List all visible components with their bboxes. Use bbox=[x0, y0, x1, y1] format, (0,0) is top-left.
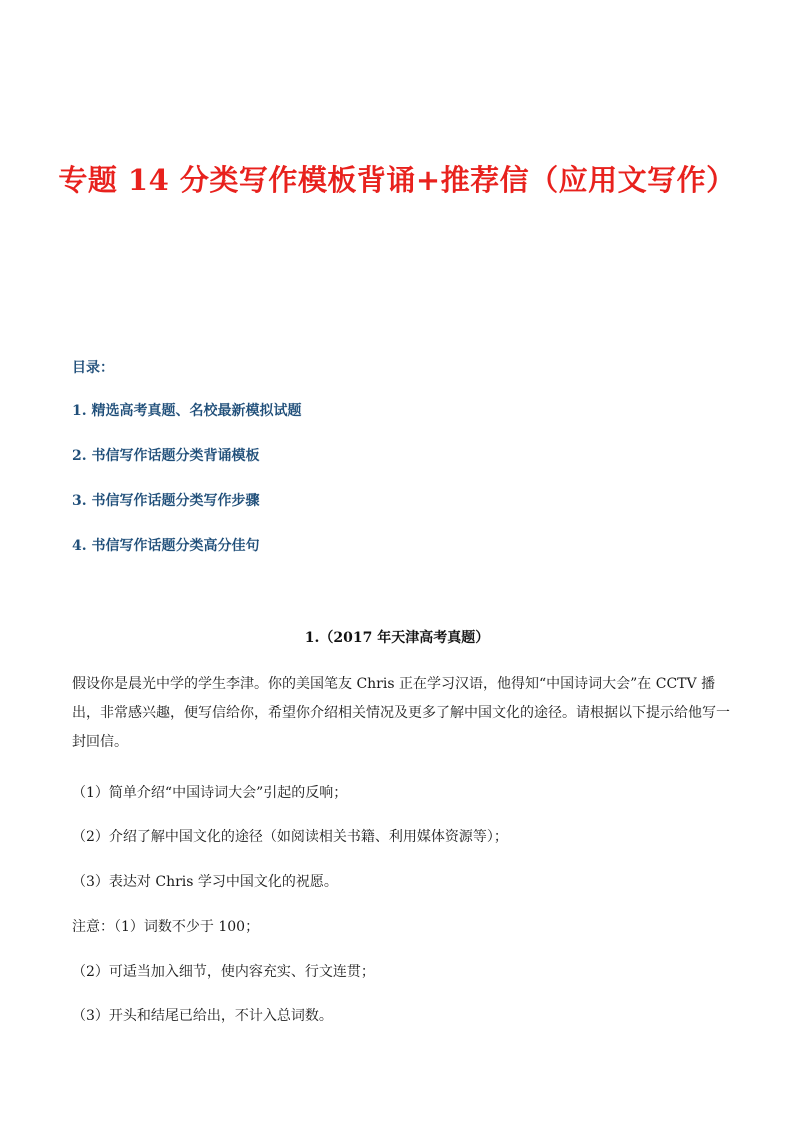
prompt-point: （1）简单介绍“中国诗词大会”引起的反响； bbox=[72, 785, 348, 801]
toc-heading: 目录： bbox=[72, 360, 114, 376]
toc-list bbox=[72, 403, 302, 583]
question-heading: 1.（2017 年天津高考真题） bbox=[304, 630, 490, 646]
prompt-point: （3）表达对 Chris 学习中国文化的祝愿。 bbox=[72, 874, 338, 890]
toc-item: 4. 书信写作话题分类高分佳句 bbox=[72, 538, 260, 554]
note-line: 注意：（1）词数不少于 100； bbox=[72, 919, 260, 935]
toc-item: 3. 书信写作话题分类写作步骤 bbox=[72, 493, 260, 509]
question-prompt: 假设你是晨光中学的学生李津。你的美国笔友 Chris 正在学习汉语，他得知“中国诗词大会”在 CCTV 播出，非常感兴趣，便写信给你，希望你介绍相关情况及更多了解中国文化的途径。请根据以下提示给他写一封回信。 bbox=[72, 676, 730, 750]
prompt-point: （2）介绍了解中国文化的途径（如阅读相关书籍、利用媒体资源等）； bbox=[72, 829, 508, 845]
note-line: （3）开头和结尾已给出，不计入总词数。 bbox=[72, 1008, 333, 1024]
document-title: 专题 14 分类写作模板背诵+推荐信（应用文写作） bbox=[58, 163, 736, 197]
toc-item: 2. 书信写作话题分类背诵模板 bbox=[72, 448, 260, 464]
toc-item: 1. 精选高考真题、名校最新模拟试题 bbox=[72, 403, 302, 419]
note-line: （2）可适当加入细节，使内容充实、行文连贯； bbox=[72, 964, 375, 980]
